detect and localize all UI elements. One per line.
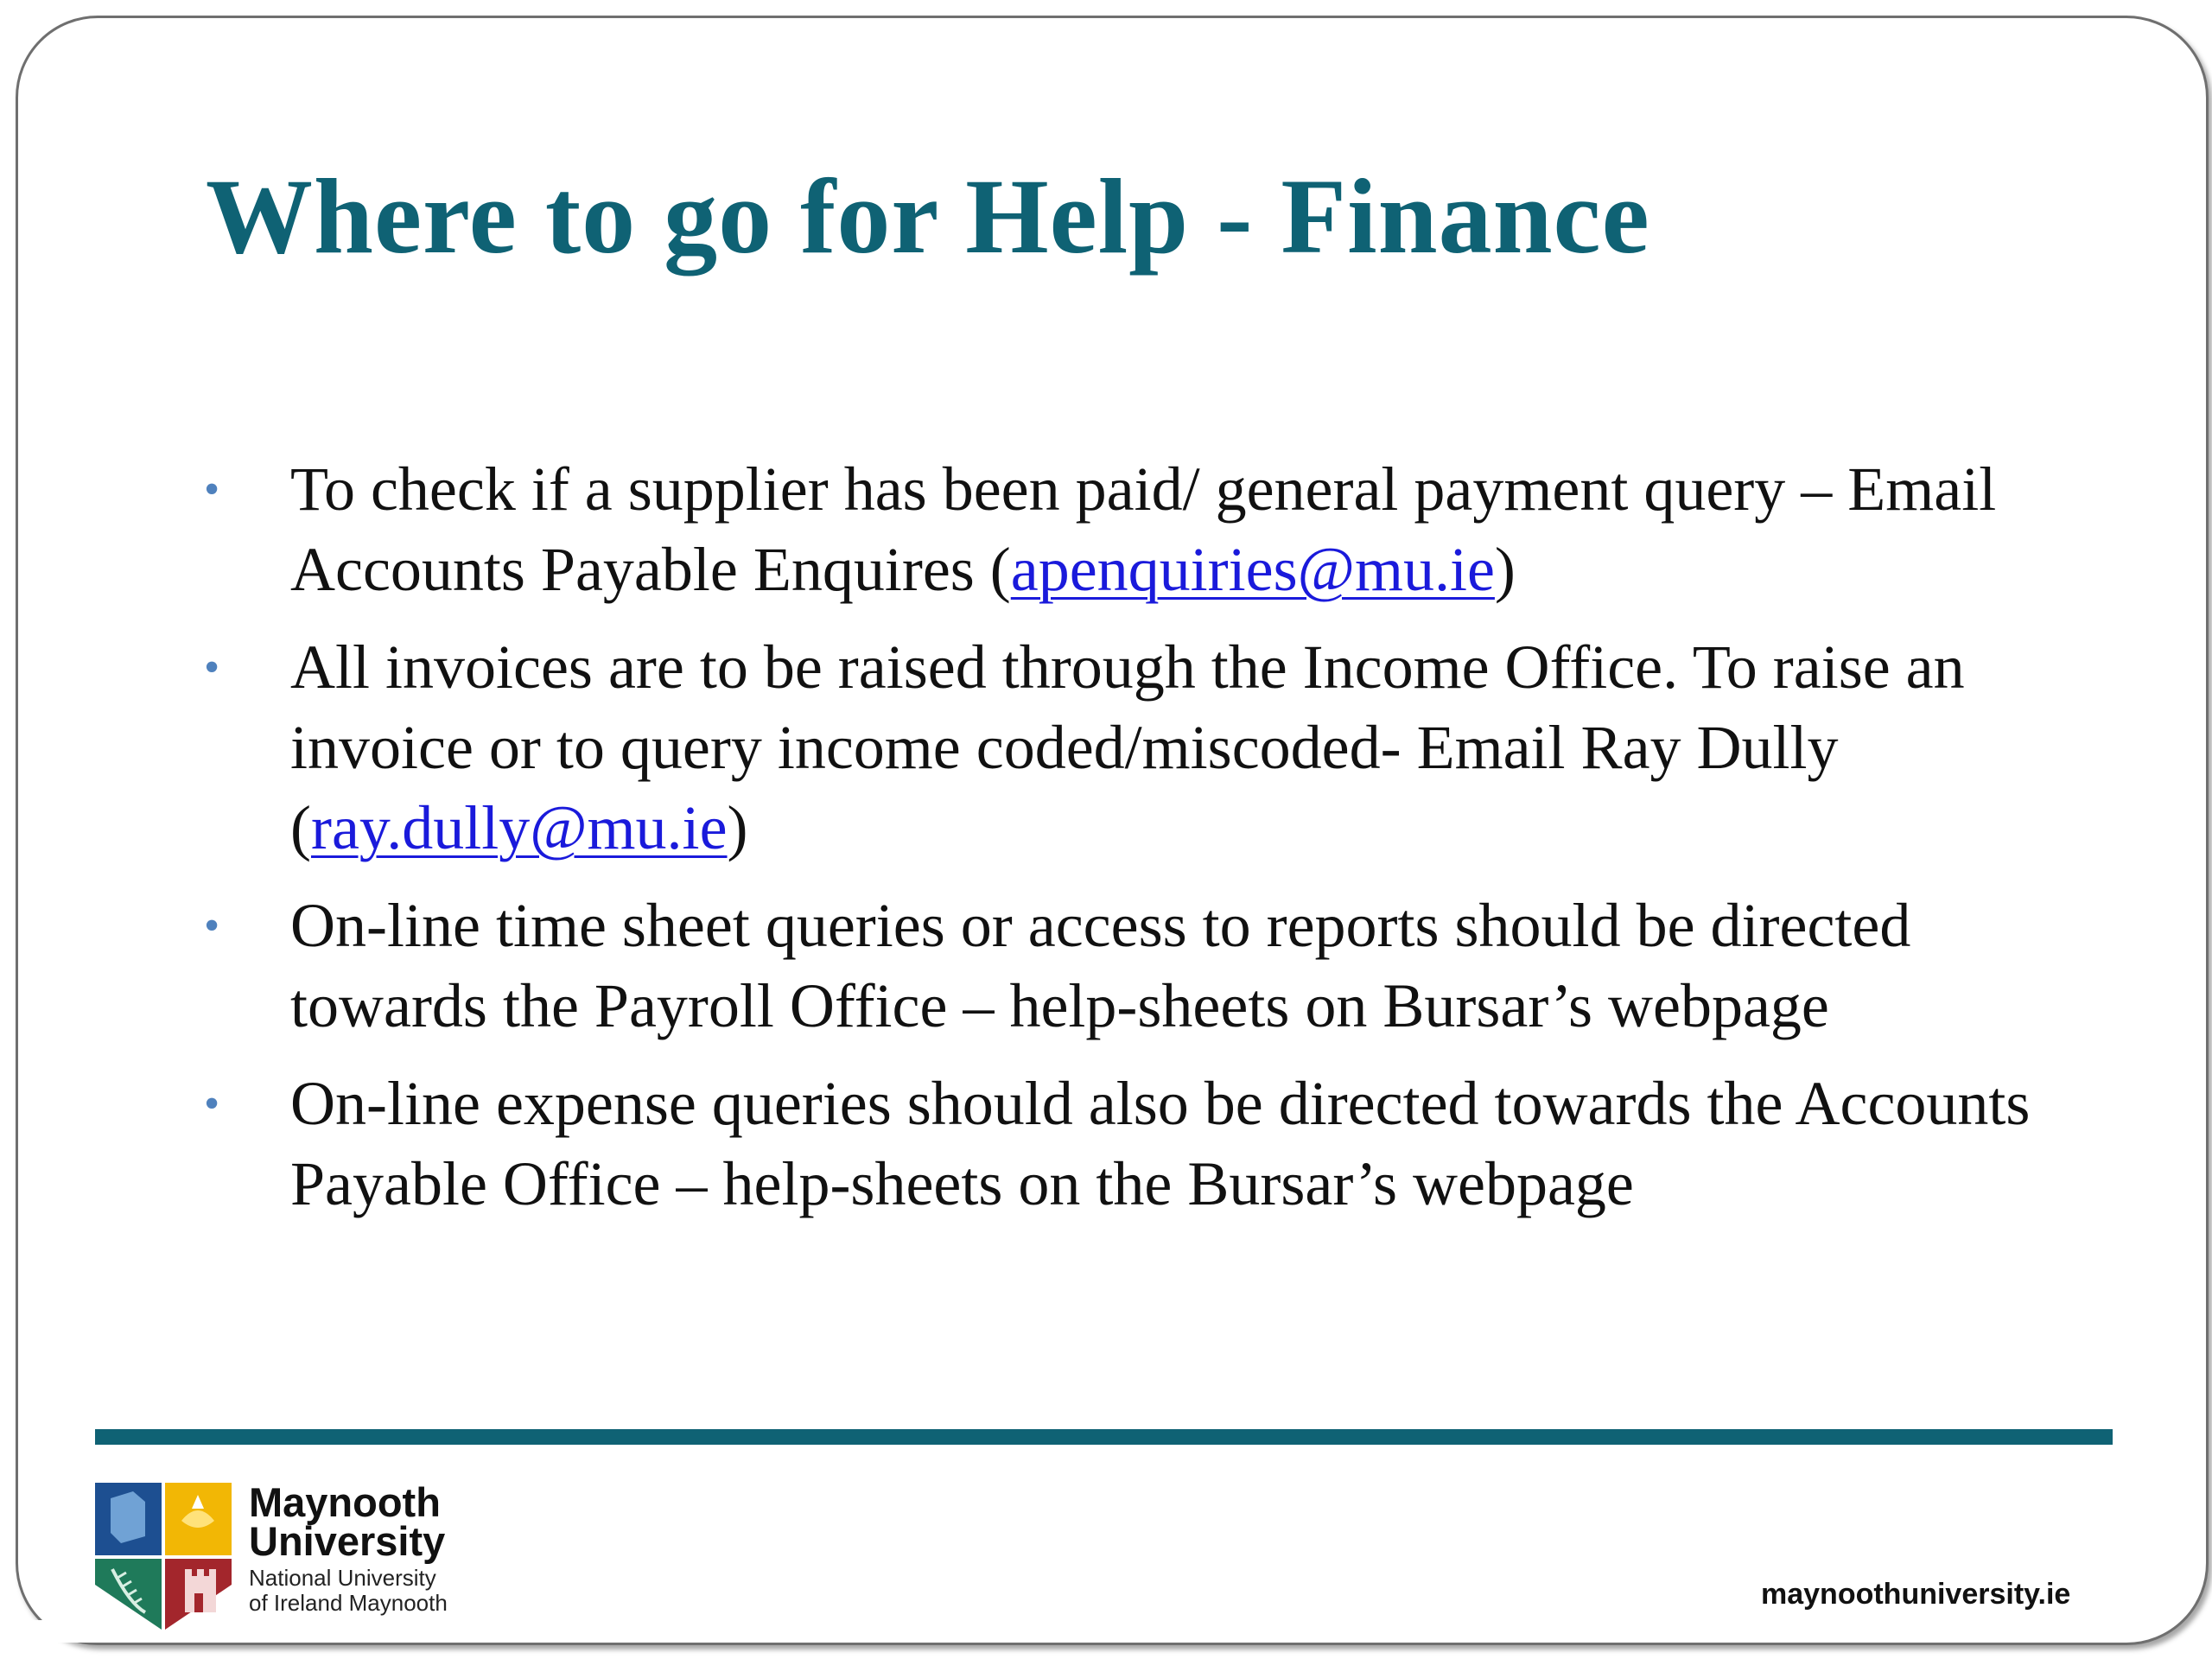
logo-sub-line1: National University — [249, 1565, 436, 1591]
footer-url[interactable]: maynoothuniversity.ie — [1761, 1578, 2071, 1611]
bullet-item — [197, 1064, 2055, 1224]
email-link-apenquiries[interactable]: apenquiries@mu.ie — [1010, 535, 1495, 604]
bullet-text: On-line time sheet queries or access to reports should be directed towards the Payroll Office – help-sheets on Bursar’s webpage — [290, 891, 1911, 1040]
footer-divider — [95, 1429, 2113, 1445]
maynooth-crest-logo-icon — [95, 1483, 232, 1635]
bullet-suffix: ) — [1494, 535, 1516, 604]
bullet-dot-icon: • — [204, 465, 220, 514]
bullet-text: To check if a supplier has been paid/ general payment query – Email Accounts Payable Enquires ( — [290, 454, 1997, 604]
email-link-ray-dully[interactable]: ray.dully@mu.ie — [310, 793, 728, 862]
bullet-dot-icon: • — [204, 901, 220, 950]
logo-name-line1: Maynooth — [249, 1479, 441, 1525]
university-logo[interactable] — [95, 1479, 475, 1635]
logo-sub-line2: of Ireland Maynooth — [249, 1590, 448, 1616]
bullet-dot-icon: • — [204, 643, 220, 692]
slide-title: Where to go for Help - Finance — [206, 157, 1650, 276]
bullet-item — [197, 627, 2055, 868]
logo-wordmark — [249, 1479, 446, 1564]
logo-subtitle — [249, 1566, 448, 1616]
bullet-text: On-line expense queries should also be directed towards the Accounts Payable Office – help-sheets on the Bursar’s webpage — [290, 1069, 2031, 1218]
bullet-suffix: ) — [727, 793, 748, 862]
logo-name-line2: University — [249, 1518, 446, 1564]
bullet-item — [197, 449, 2055, 610]
bullet-dot-icon: • — [204, 1079, 220, 1128]
bullet-item — [197, 886, 2055, 1046]
bullet-list — [197, 449, 2055, 1242]
bullet-text: All invoices are to be raised through the Income Office. To raise an invoice or to query income coded/miscoded- Email Ray Dully ( — [290, 632, 1965, 862]
